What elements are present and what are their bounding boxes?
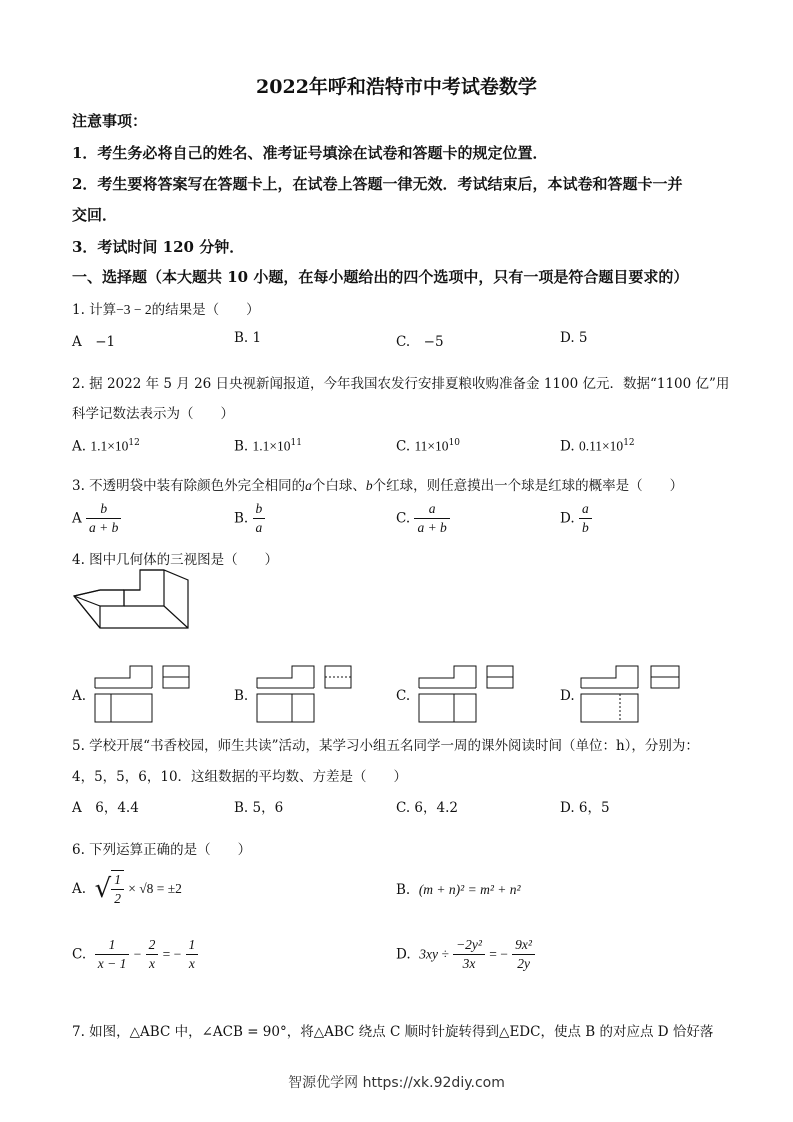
q7-stem: 7. 如图，△ABC 中，∠ACB = 90°，将△ABC 绕点 C 顺时针旋转得到△EDC，使点 B 的对应点 D 恰好落: [72, 1024, 714, 1040]
q5-option-d: D. 6，5: [560, 800, 610, 816]
notice-item-2: 2．考生要将答案写在答题卡上，在试卷上答题一律无效．考试结束后，本试卷和答题卡一并: [72, 175, 683, 193]
q1-option-d: D. 5: [560, 330, 588, 346]
footer-watermark: 智源优学网 https://xk.92diy.com: [288, 1075, 505, 1091]
q4-option-d: D.: [560, 688, 575, 704]
notice-item-1: 1．考生务必将自己的姓名、准考证号填涂在试卷和答题卡的规定位置．: [72, 144, 548, 162]
q2-option-c: C. $11\times 10^{10}$: [396, 438, 461, 455]
q1-option-a: A −1: [72, 334, 116, 350]
q2-option-d: D. $0.11\times 10^{12}$: [560, 438, 635, 455]
q1-option-b: B. 1: [234, 330, 262, 346]
q6-option-a: A. √ $\frac{1}{2}$ × √8 = ±2: [72, 872, 182, 906]
q2-option-b: B. $1.1\times 10^{11}$: [234, 438, 302, 455]
q5-stem-line1: 5. 学校开展“书香校园，师生共读”活动，某学习小组五名同学一周的课外阅读时间（单位：h），分别为：: [72, 738, 699, 754]
q1-stem: 1. 计算−3 − 2的结果是（ ）: [72, 302, 260, 318]
q4-stem: 4. 图中几何体的三视图是（ ）: [72, 552, 279, 568]
q4-option-c: C.: [396, 688, 411, 704]
q3-option-b: B. $\frac{b}{a}$: [234, 500, 265, 537]
q2-stem-line1: 2. 据 2022 年 5 月 26 日央视新闻报道，今年我国农发行安排夏粮收购准备金 1100 亿元．数据“1100 亿”用: [72, 376, 730, 392]
q5-stem-line2: 4，5，5，6，10．这组数据的平均数、方差是（ ）: [72, 769, 408, 785]
q2-stem-line2: 科学记数法表示为（ ）: [72, 406, 234, 422]
q4-option-a: A.: [72, 688, 87, 704]
q4-option-d-views: [578, 662, 682, 724]
q5-option-b: B. 5，6: [234, 800, 284, 816]
q3-option-c: C. $\frac{a}{a + b}$: [396, 500, 450, 537]
q4-solid-figure: [70, 566, 192, 632]
notice-item-3: 3．考试时间 120 分钟．: [72, 238, 245, 256]
q6-option-b: B. (m + n)² = m² + n²: [396, 882, 521, 898]
q2-option-a: A. $1.1\times 10^{12}$: [72, 438, 140, 455]
q3-stem: 3. 不透明袋中装有除颜色外完全相同的a个白球、b个红球，则任意摸出一个球是红球的概率是（ ）: [72, 478, 684, 494]
q5-option-a: A 6，4.4: [72, 800, 139, 816]
notice-item-2-cont: 交回．: [72, 206, 118, 224]
q6-stem: 6. 下列运算正确的是（ ）: [72, 842, 252, 858]
q3-option-d: D. $\frac{a}{b}$: [560, 500, 592, 537]
q4-option-b-views: [254, 662, 354, 724]
q1-option-c: C. −5: [396, 334, 444, 350]
section-heading: 一、选择题（本大题共 10 小题，在每小题给出的四个选项中，只有一项是符合题目要求的）: [72, 268, 689, 286]
q4-option-b: B.: [234, 688, 249, 704]
q6-option-d: D. 3xy ÷ $\frac{\text{−2y²}}{3x}$ = − $\frac{\text{9x²}}{2y}$: [396, 936, 535, 973]
notice-heading: 注意事项：: [72, 112, 148, 130]
q6-option-c: C. $\frac{1}{x - 1}$ − $\frac{2}{x}$ = − $\frac{1}{x}$: [72, 936, 198, 973]
q5-option-c: C. 6，4.2: [396, 800, 458, 816]
q4-option-c-views: [416, 662, 516, 724]
page-title: 2022年呼和浩特市中考试卷数学: [256, 76, 537, 98]
q3-option-a: A $\frac{b}{a + b}$: [72, 500, 121, 537]
q4-option-a-views: [92, 662, 192, 724]
